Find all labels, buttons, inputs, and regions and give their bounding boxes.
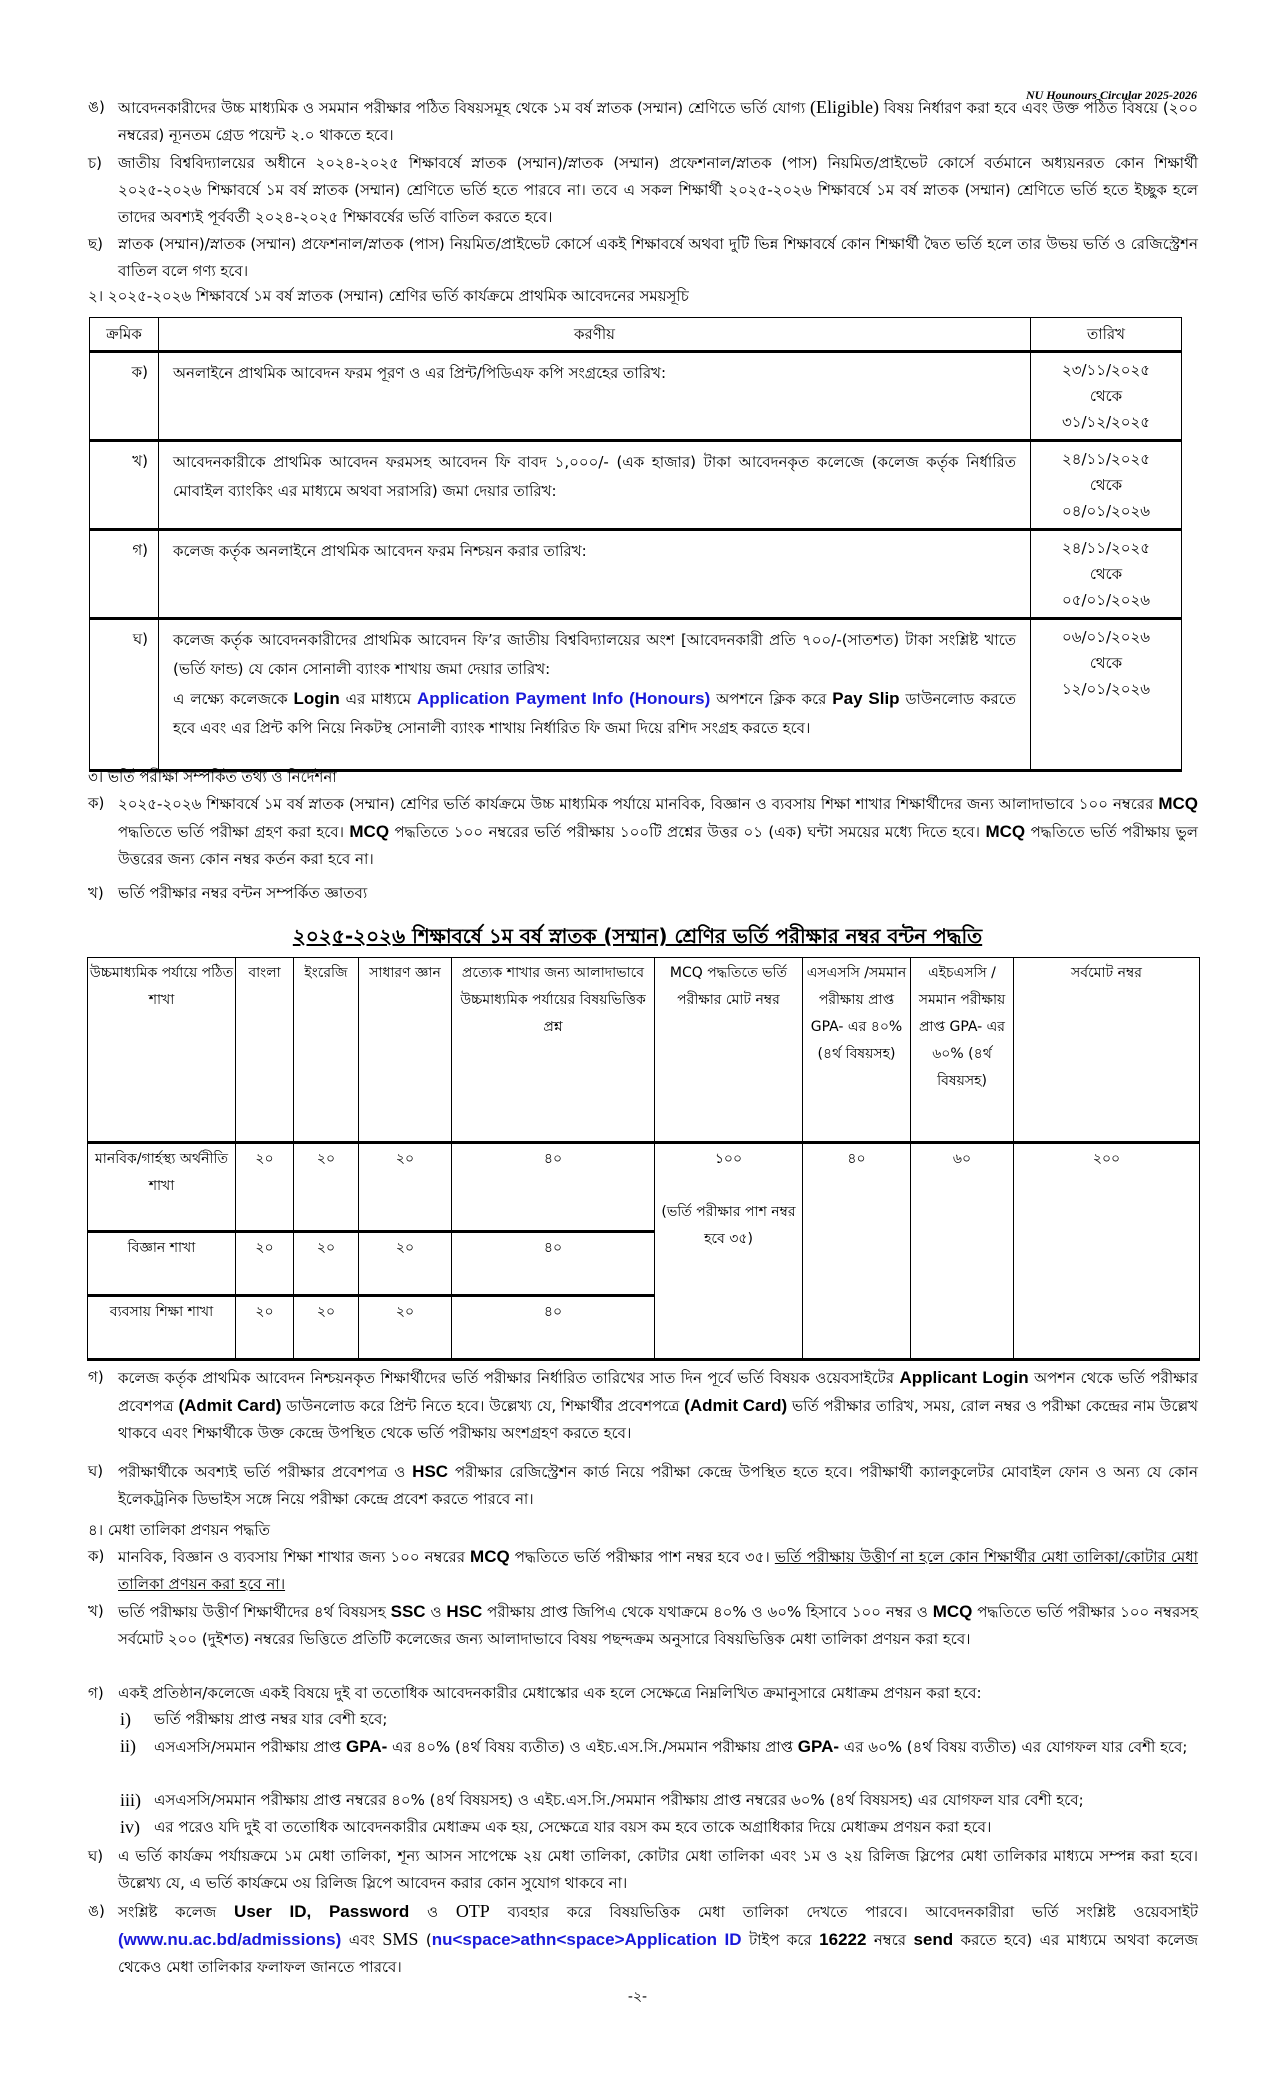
row-task: আবেদনকারীকে প্রাথমিক আবেদন ফরমসহ আবেদন ফি বাবদ ১,০০০/- (এক হাজার) টাকা আবেদনকৃত কলেজে (কলেজ কর্তৃক নির্ধারিত মোবাইল ব্যাংকিং এর মাধ্যমে অথবা সরাসরি) জমা দেয়ার তারিখ:: [159, 441, 1031, 530]
text-run: এবং: [341, 1931, 383, 1949]
item-label: ছ): [88, 235, 103, 253]
mcq-pass-note: (ভর্তি পরীক্ষার পাশ নম্বর হবে ৩৫): [661, 1204, 796, 1247]
section-4-item-ga: [88, 1680, 1198, 1707]
item-text: [118, 790, 1198, 873]
col-general-knowledge: সাধারণ জ্ঞান: [359, 958, 452, 1143]
text-run: এর ৪০% (৪র্থ বিষয় ব্যতীত) ও এইচ.এস.সি./সমমান পরীক্ষায় প্রাপ্ত: [387, 1738, 798, 1756]
rule-text: [154, 1706, 1198, 1733]
date-from: ২৪/১১/২০২৫: [1061, 450, 1151, 468]
row-date: [1031, 530, 1182, 619]
row-serial: গ): [90, 530, 159, 619]
text-run: ও: [425, 1603, 447, 1621]
cell-subject: ৪০: [452, 1232, 655, 1296]
text-run: এ লক্ষ্যে কলেজকে: [173, 690, 294, 708]
cell-english: ২০: [294, 1296, 359, 1360]
text-run: ডাউনলোড করতে হবে এবং এর প্রিন্ট কপি নিয়ে নিকটস্থ সোনালী ব্যাংক শাখায় নির্ধারিত ফি জমা দিয়ে রশিদ সংগ্রহ করতে হবে।: [173, 690, 1017, 737]
emphasis-text: User ID, Password: [234, 1902, 410, 1921]
date-from: ০৬/০১/২০২৬: [1061, 628, 1151, 646]
item-label: ঙ): [88, 1902, 105, 1920]
marks-header-row: [88, 958, 1200, 1143]
marks-row-humanities: [88, 1143, 1200, 1232]
item-text: একই প্রতিষ্ঠান/কলেজে একই বিষয়ে দুই বা ততোধিক আবেদনকারীর মেধাস্কোর এক হলে সেক্ষেত্রে নিম্নলিখিত ক্রমানুসারে মেধাক্রম প্রণয়ন করা হবে:: [118, 1684, 982, 1702]
rule-label: i): [120, 1709, 131, 1729]
row-date: [1031, 352, 1182, 441]
date-sep: থেকে: [1089, 476, 1123, 494]
item-text: [118, 1364, 1198, 1447]
cell-grand-total: ২০০: [1014, 1143, 1200, 1360]
text-run: ডাউনলোড করে প্রিন্ট নিতে হবে। উল্লেখ্য যে, শিক্ষার্থীর প্রবেশপত্রে: [281, 1397, 685, 1415]
rule-text: [154, 1733, 1198, 1761]
rule-text: [154, 1814, 1198, 1841]
emphasis-text: (Admit Card): [684, 1396, 788, 1415]
cell-bangla: ২০: [236, 1296, 294, 1360]
col-ssc-gpa: এসএসসি /সমমান পরীক্ষায় প্রাপ্ত GPA- এর ৪০% (৪র্থ বিষয়সহ): [803, 958, 911, 1143]
item-label: ক): [88, 1547, 105, 1565]
emphasis-text: SMS: [382, 1929, 419, 1949]
col-branch: উচ্চমাধ্যমিক পর্যায়ে পঠিত শাখা: [88, 958, 236, 1143]
emphasis-text: HSC: [412, 1462, 449, 1481]
text-run: এর মাধ্যমে: [339, 690, 417, 708]
cell-bangla: ২০: [236, 1232, 294, 1296]
date-sep: থেকে: [1089, 387, 1123, 405]
cell-subject: ৪০: [452, 1143, 655, 1232]
text-run: ও: [409, 1903, 456, 1921]
emphasis-text: ভর্তি পরীক্ষায় উত্তীর্ণ না হলে কোন শিক্ষার্থীর মেধা তালিকা/কোটার মেধা তালিকা প্রণয়ন করা হবে না।: [118, 1548, 1198, 1593]
rule-label: ii): [120, 1736, 136, 1756]
emphasis-text: Application Payment Info (Honours): [416, 689, 711, 708]
row-serial: ঘ): [90, 619, 159, 771]
text-run: সংশ্লিষ্ট কলেজ: [118, 1903, 235, 1921]
emphasis-text: Login: [293, 689, 340, 708]
cell-mcq-total: [655, 1143, 803, 1360]
text-run: পরীক্ষার রেজিস্ট্রেশন কার্ড নিয়ে পরীক্ষা কেন্দ্রে উপস্থিত হতে হবে। পরীক্ষার্থী ক্যালকুলেটর মোবাইল ফোন ও অন্য যে কোন ইলেকট্রনিক ডিভাইস সঙ্গে নিয়ে পরীক্ষা কেন্দ্রে প্রবেশ করতে পারবে না।: [118, 1463, 1198, 1508]
text-run: এসএসসি/সমমান পরীক্ষায় প্রাপ্ত: [154, 1738, 347, 1756]
section-4-item-gha: [88, 1843, 1198, 1897]
item-uma-eligibility: [88, 94, 1198, 149]
marks-table-title: ২০২৫-২০২৬ শিক্ষাবর্ষে ১ম বর্ষ স্নাতক (সম্মান) শ্রেণির ভর্তি পরীক্ষার নম্বর বন্টন পদ্ধতি: [292, 924, 983, 948]
text-run: জাতীয় বিশ্ববিদ্যালয়ের অধীনে ২০২৪-২০২৫ শিক্ষাবর্ষে স্নাতক (সম্মান)/স্নাতক (সম্মান) প্রফেশনাল/স্নাতক (পাস) নিয়মিত/প্রাইভেট কোর্সে বর্তমানে অধ্যয়নরত কোন শিক্ষার্থী ২০২৫-২০২৬ শিক্ষাবর্ষে ১ম বর্ষ স্নাতক (সম্মান) শ্রেণিতে ভর্তি হতে পারবে না। তবে এ সকল শিক্ষার্থী ২০২৫-২০২৬ শিক্ষাবর্ষে ১ম বর্ষ স্নাতক (সম্মান) শ্রেণিতে ভর্তি হতে ইচ্ছুক হলে তাদের অবশ্যই পূর্ববর্তী ২০২৪-২০২৫ শিক্ষাবর্ষের ভর্তি বাতিল করতে হবে।: [118, 154, 1198, 226]
rule-label: iii): [120, 1790, 141, 1810]
item-label: গ): [88, 1684, 104, 1702]
col-english: ইংরেজি: [294, 958, 359, 1143]
section-3-item-kha: [88, 880, 1198, 907]
text-run: ২০২৫-২০২৬ শিক্ষাবর্ষে ১ম বর্ষ স্নাতক (সম্মান) শ্রেণির ভর্তি কার্যক্রমে উচ্চ মাধ্যমিক পর্যায়ে মানবিক, বিজ্ঞান ও ব্যবসায় শিক্ষা শাখার শিক্ষার্থীদের জন্য আলাদাভাবে ১০০ নম্বরের: [118, 795, 1159, 813]
rule-text: [154, 1787, 1198, 1814]
emphasis-text: HSC: [446, 1602, 483, 1621]
item-text: [118, 1598, 1198, 1653]
emphasis-text: MCQ: [985, 822, 1026, 841]
section-4-item-uma: [88, 1898, 1198, 1981]
row-task-text: কলেজ কর্তৃক আবেদনকারীদের প্রাথমিক আবেদন ফি’র জাতীয় বিশ্ববিদ্যালয়ের অংশ [আবেদনকারী প্রতি ৭০০/-(সাতশত) টাকা সংশ্লিষ্ট খাতে (ভর্তি ফান্ড) যে কোন সোনালী ব্যাংক শাখায় জমা দেয়ার তারিখ:: [173, 631, 1016, 678]
cell-branch: বিজ্ঞান শাখা: [88, 1232, 236, 1296]
text-run: পরীক্ষার্থীকে অবশ্যই ভর্তি পরীক্ষার প্রবেশপত্র ও: [118, 1463, 413, 1481]
page-number: -২-: [627, 1989, 648, 2005]
text-run: পদ্ধতিতে ভর্তি পরীক্ষার ১০০ নম্বরসহ সর্বমোট ২০০ (দুইশত) নম্বরের ভিত্তিতে প্রতিটি কলেজের জন্য আলাদাভাবে বিষয় পছন্দক্রম অনুসারে বিষয়ভিত্তিক মেধা তালিকা প্রণয়ন করা হবে।: [118, 1603, 1199, 1648]
item-text: [118, 231, 1198, 285]
cell-english: ২০: [294, 1143, 359, 1232]
item-text: এ ভর্তি কার্যক্রম পর্যায়ক্রমে ১ম মেধা তালিকা, শূন্য আসন সাপেক্ষে ২য় মেধা তালিকা, কোটার মেধা তালিকা এবং ১ম ও ২য় রিলিজ স্লিপের মেধা তালিকার মাধ্যমে সম্পন্ন করা হবে। উল্লেখ্য যে, এ ভর্তি কার্যক্রমে ৩য় রিলিজ স্লিপে আবেদন করার কোন সুযোগ থাকবে না।: [118, 1847, 1198, 1892]
text-run: ব্যবহার করে বিষয়ভিত্তিক মেধা তালিকা দেখতে পারবে। আবেদনকারীরা ভর্তি সংশ্লিষ্ট ওয়েবসাইট: [489, 1903, 1199, 1921]
col-grand-total: সর্বমোট নম্বর: [1014, 958, 1200, 1143]
item-label: ঙ): [88, 98, 105, 116]
text-run: পদ্ধতিতে ১০০ নম্বরের ভর্তি পরীক্ষায় ১০০টি প্রশ্নের উত্তর ০১ (এক) ঘন্টা সময়ের মধ্যে দিতে হবে।: [389, 823, 986, 841]
text-run: এসএসসি/সমমান পরীক্ষায় প্রাপ্ত নম্বরের ৪০% (৪র্থ বিষয়সহ) ও এইচ.এস.সি./সমমান পরীক্ষায় প্রাপ্ত নম্বরের ৬০% (৪র্থ বিষয়সহ) এর যোগফল যার বেশী হবে;: [154, 1791, 1084, 1809]
date-to: ০৫/০১/২০২৬: [1061, 591, 1151, 609]
rule-label: iv): [120, 1817, 140, 1837]
section-4-heading: ৪। মেধা তালিকা প্রণয়ন পদ্ধতি: [88, 1521, 271, 1539]
section-3-item-gha: [88, 1458, 1198, 1513]
emphasis-text: MCQ: [470, 1547, 510, 1566]
marks-distribution-table: [87, 957, 1200, 1361]
emphasis-text: MCQ: [932, 1602, 973, 1621]
item-text: [118, 94, 1198, 149]
date-to: ০৪/০১/২০২৬: [1061, 502, 1151, 520]
item-label: খ): [88, 884, 104, 902]
schedule-row: [90, 619, 1182, 771]
emphasis-text: Pay Slip: [832, 689, 900, 708]
text-run: অপশনে ক্লিক করে: [710, 690, 833, 708]
section-3-item-ga: [88, 1364, 1198, 1447]
item-label: খ): [88, 1602, 104, 1620]
cell-branch: ব্যবসায় শিক্ষা শাখা: [88, 1296, 236, 1360]
cell-branch: মানবিক/গার্হস্থ্য অর্থনীতি শাখা: [88, 1143, 236, 1232]
emphasis-text: GPA-: [797, 1737, 840, 1756]
date-sep: থেকে: [1089, 654, 1123, 672]
cell-subject: ৪০: [452, 1296, 655, 1360]
text-run: করতে হবে) এর মাধ্যমে অথবা কলেজ থেকেও মেধা তালিকার ফলাফল জানতে পারবে।: [118, 1931, 1199, 1976]
text-run: পদ্ধতিতে ভর্তি পরীক্ষার পাশ নম্বর হবে ৩৫।: [509, 1548, 775, 1566]
text-run: ভর্তি পরীক্ষায় উত্তীর্ণ শিক্ষার্থীদের ৪র্থ বিষয়সহ: [118, 1603, 391, 1621]
cell-hsc-60: ৬০: [911, 1143, 1014, 1360]
item-text: [118, 1543, 1198, 1598]
text-run: কলেজ কর্তৃক প্রাথমিক আবেদন নিশ্চয়নকৃত শিক্ষার্থীদের ভর্তি পরীক্ষার নির্ধারিত তারিখের সাত দিন পূর্বে ভর্তি বিষয়ক ওয়েবসাইটের: [118, 1369, 900, 1387]
text-run: এর পরেও যদি দুই বা ততোধিক আবেদনকারীর মেধাক্রম এক হয়, সেক্ষেত্রে যার বয়স কম হবে তাকে অগ্রাধিকার দিয়ে মেধাক্রম প্রণয়ন করা হবে।: [154, 1818, 992, 1836]
row-task: [159, 619, 1031, 771]
col-task: করণীয়: [159, 318, 1031, 352]
col-mcq-total: MCQ পদ্ধতিতে ভর্তি পরীক্ষার মোট নম্বর: [655, 958, 803, 1143]
text-run: নম্বরে: [866, 1931, 914, 1949]
emphasis-text: (Admit Card): [178, 1396, 282, 1415]
col-subject-questions: প্রত্যেক শাখার জন্য আলাদাভাবে উচ্চমাধ্যমিক পর্যায়ের বিষয়ভিত্তিক প্রশ্ন: [452, 958, 655, 1143]
text-run: পরীক্ষায় প্রাপ্ত জিপিএ থেকে যথাক্রমে ৪০% ও ৬০% হিসাবে ১০০ নম্বর ও: [482, 1603, 933, 1621]
text-run: এর ৬০% (৪র্থ বিষয় ব্যতীত) এর যোগফল যার বেশী হবে;: [839, 1738, 1188, 1756]
text-run: আবেদনকারীদের উচ্চ মাধ্যমিক ও সমমান পরীক্ষার পঠিত বিষয়সমূহ থেকে ১ম বর্ষ স্নাতক (সম্মান) শ্রেণিতে ভর্তি যোগ্য: [118, 99, 811, 117]
item-text: [118, 150, 1198, 231]
emphasis-text: GPA-: [346, 1737, 388, 1756]
section-3-heading: ৩। ভর্তি পরীক্ষা সম্পর্কিত তথ্য ও নির্দেশনা: [88, 768, 337, 786]
item-chha-dual-admission: [88, 231, 1198, 285]
item-label: ঘ): [88, 1462, 104, 1480]
emphasis-text: SSC: [390, 1602, 426, 1621]
cell-gk: ২০: [359, 1143, 452, 1232]
text-run: পদ্ধতিতে ভর্তি পরীক্ষা গ্রহণ করা হবে।: [118, 823, 350, 841]
schedule-row: [90, 441, 1182, 530]
col-bangla: বাংলা: [236, 958, 294, 1143]
item-label: গ): [88, 1368, 104, 1386]
text-run: টাইপ করে: [741, 1931, 820, 1949]
text-run: বিষয় নির্ধারণ করা হবে এবং উক্ত পঠিত বিষয়ে (২০০ নম্বরের) ন্যূনতম গ্রেড পয়েন্ট ২.০ থাকতে হবে।: [118, 99, 1199, 144]
admissions-link[interactable]: (www.nu.ac.bd/admissions): [118, 1930, 342, 1949]
row-task: অনলাইনে প্রাথমিক আবেদন ফরম পূরণ ও এর প্রিন্ট/পিডিএফ কপি সংগ্রহের তারিখ:: [159, 352, 1031, 441]
cell-english: ২০: [294, 1232, 359, 1296]
text-run: ভর্তি পরীক্ষায় প্রাপ্ত নম্বর যার বেশী হবে;: [154, 1710, 388, 1728]
emphasis-text: (Eligible): [810, 97, 880, 117]
date-sep: থেকে: [1089, 565, 1123, 583]
row-task: কলেজ কর্তৃক অনলাইনে প্রাথমিক আবেদন ফরম নিশ্চয়ন করার তারিখ:: [159, 530, 1031, 619]
cell-gk: ২০: [359, 1232, 452, 1296]
item-text: ভর্তি পরীক্ষার নম্বর বন্টন সম্পর্কিত জ্ঞাতব্য: [118, 884, 368, 902]
cell-ssc-40: ৪০: [803, 1143, 911, 1360]
emphasis-text: MCQ: [1158, 794, 1198, 813]
tiebreak-rule: [120, 1706, 1198, 1733]
item-label: চ): [88, 154, 102, 172]
emphasis-text: MCQ: [349, 822, 390, 841]
cell-gk: ২০: [359, 1296, 452, 1360]
schedule-table: [89, 317, 1182, 772]
item-cha-current-students: [88, 150, 1198, 231]
tiebreak-rule: [120, 1733, 1198, 1761]
item-text: [118, 1898, 1198, 1981]
schedule-row: [90, 352, 1182, 441]
text-run: অপশন থেকে ভর্তি পরীক্ষার প্রবেশপত্র: [118, 1369, 1198, 1415]
col-hsc-gpa: এইচএসসি /সমমান পরীক্ষায় প্রাপ্ত GPA- এর ৬০% (৪র্থ বিষয়সহ): [911, 958, 1014, 1143]
emphasis-text: send: [913, 1930, 954, 1949]
text-run: পদ্ধতিতে ভর্তি পরীক্ষায় ভুল উত্তরের জন্য কোন নম্বর কর্তন করা হবে না।: [118, 823, 1198, 868]
item-label: ক): [88, 794, 105, 812]
date-to: ১২/০১/২০২৬: [1061, 680, 1151, 698]
emphasis-text: nu<space>athn<space>Application ID: [431, 1930, 742, 1949]
mcq-total-value: ১০০: [714, 1151, 743, 1167]
col-date: তারিখ: [1031, 318, 1182, 352]
emphasis-text: OTP: [455, 1901, 490, 1921]
date-from: ২৩/১১/২০২৫: [1061, 361, 1151, 379]
text-run: মানবিক, বিজ্ঞান ও ব্যবসায় শিক্ষা শাখার জন্য ১০০ নম্বরের: [118, 1548, 471, 1566]
date-to: ৩১/১২/২০২৫: [1061, 413, 1151, 431]
tiebreak-rule: [120, 1787, 1198, 1814]
section-4-item-kha: [88, 1598, 1198, 1653]
emphasis-text: 16222: [819, 1930, 867, 1949]
schedule-header-row: [90, 318, 1182, 352]
row-serial: ক): [90, 352, 159, 441]
col-serial: ক্রমিক: [90, 318, 159, 352]
emphasis-text: Applicant Login: [899, 1368, 1029, 1387]
text-run: ভর্তি পরীক্ষার তারিখ, সময়, রোল নম্বর ও পরীক্ষা কেন্দ্রের নাম উল্লেখ থাকবে এবং শিক্ষার্থীকে উক্ত কেন্দ্রে উপস্থিত থেকে ভর্তি পরীক্ষায় অংশগ্রহণ করতে হবে।: [118, 1397, 1199, 1442]
payment-instruction: [173, 684, 1016, 743]
tiebreak-rule: [120, 1814, 1198, 1841]
cell-bangla: ২০: [236, 1143, 294, 1232]
circular-header-label: NU Hounours Circular 2025-2026: [1025, 88, 1197, 102]
item-text: [118, 1458, 1198, 1513]
date-from: ২৪/১১/২০২৫: [1061, 539, 1151, 557]
schedule-row: [90, 530, 1182, 619]
section-4-item-ka: [88, 1543, 1198, 1598]
section-2-heading: ২। ২০২৫-২০২৬ শিক্ষাবর্ষে ১ম বর্ষ স্নাতক (সম্মান) শ্রেণির ভর্তি কার্যক্রমে প্রাথমিক আবেদনের সময়সূচি: [88, 287, 689, 305]
row-serial: খ): [90, 441, 159, 530]
section-3-item-ka: [88, 790, 1198, 873]
item-label: ঘ): [88, 1847, 104, 1865]
row-date: [1031, 441, 1182, 530]
row-date: [1031, 619, 1182, 771]
text-run: স্নাতক (সম্মান)/স্নাতক (সম্মান) প্রফেশনাল/স্নাতক (পাস) নিয়মিত/প্রাইভেট কোর্সে একই শিক্ষাবর্ষে অথবা দুটি ভিন্ন শিক্ষাবর্ষে কোন শিক্ষার্থী দ্বৈত ভর্তি হলে তার উভয় ভর্তি ও রেজিস্ট্রেশন বাতিল বলে গণ্য হবে।: [118, 235, 1198, 280]
text-run: (: [418, 1931, 432, 1949]
